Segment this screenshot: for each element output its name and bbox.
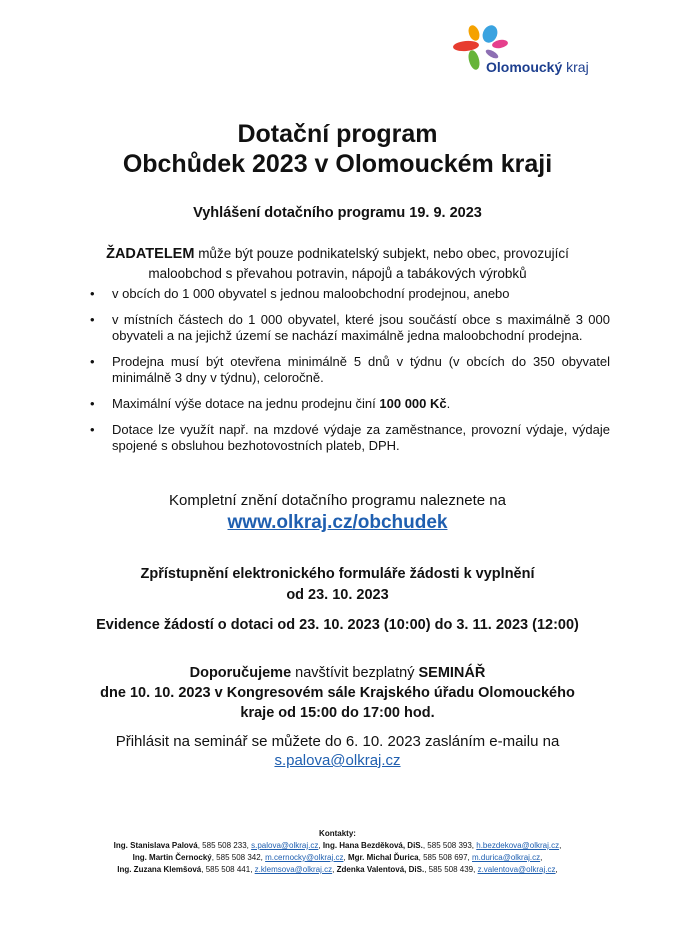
contact-email-link[interactable]: m.cernocky@olkraj.cz xyxy=(265,853,344,862)
title-line-2: Obchůdek 2023 v Olomouckém kraji xyxy=(122,150,553,178)
list-item: • Prodejna musí být otevřena minimálně 5 dnů v týdnu (v obcích do 350 obyvatel minimálně 3 dny v týdnu), celoročně. xyxy=(90,354,610,386)
logo-wordmark: Olomoucký kraj xyxy=(486,59,589,75)
list-item: • v místních částech do 1 000 obyvatel, které jsou součástí obce s maximálně 3 000 obyvateli a na jejichž území se nachází maximálně jedna maloobchodní prodejna. xyxy=(90,312,610,344)
contacts-heading: Kontakty: xyxy=(319,829,356,838)
title-line-1: Dotační program xyxy=(237,120,438,148)
contacts xyxy=(0,828,675,876)
applicant-text: ŽADATELEM může být pouze podnikatelský subjekt, nebo obec, provozující maloobchod s převahou potravin, nápojů a tabákových výrobků xyxy=(106,246,569,281)
seminar-details-line-2: kraje od 15:00 do 17:00 hod. xyxy=(240,705,435,721)
seminar-recommendation: Doporučujeme navštívit bezplatný SEMINÁŘ xyxy=(189,665,486,681)
form-availability-line-1: Zpřístupnění elektronického formuláře žádosti k vyplnění xyxy=(140,566,535,582)
announcement: Vyhlášení dotačního programu 19. 9. 2023 xyxy=(193,205,482,221)
list-item: • Dotace lze využít např. na mzdové výdaje za zaměstnance, provozní výdaje, výdaje spojené s obsluhou bezhotovostních plateb, DPH. xyxy=(90,422,610,454)
contacts-row-2: Ing. Martin Černocký, 585 508 342, m.cernocky@olkraj.cz, Mgr. Michal Ďurica, 585 508 697, m.durica@olkraj.cz, xyxy=(132,853,543,862)
contacts-row-1: Ing. Stanislava Palová, 585 508 233, s.palova@olkraj.cz, Ing. Hana Bezděková, DiS., 585 508 393, h.bezdekova@olkraj.cz, xyxy=(113,841,562,850)
program-link[interactable]: www.olkraj.cz/obchudek xyxy=(227,512,448,533)
olomoucky-kraj-logo xyxy=(452,22,622,82)
evidence-period: Evidence žádostí o dotaci od 23. 10. 2023 (10:00) do 3. 11. 2023 (12:00) xyxy=(96,617,579,633)
registration-email-line xyxy=(0,752,675,769)
contact-email-link[interactable]: z.valentova@olkraj.cz xyxy=(477,865,556,874)
list-item: • Maximální výše dotace na jednu prodejnu činí 100 000 Kč. xyxy=(90,396,610,412)
full-text-label: Kompletní znění dotačního programu naleznete na xyxy=(169,492,506,509)
contact-email-link[interactable]: z.klemsova@olkraj.cz xyxy=(254,865,333,874)
registration-email-link[interactable]: s.palova@olkraj.cz xyxy=(274,752,401,769)
contact-email-link[interactable]: s.palova@olkraj.cz xyxy=(251,841,319,850)
contact-email-link[interactable]: h.bezdekova@olkraj.cz xyxy=(476,841,560,850)
form-availability-line-2: od 23. 10. 2023 xyxy=(286,587,389,603)
list-item: • v obcích do 1 000 obyvatel s jednou maloobchodní prodejnou, anebo xyxy=(90,286,610,302)
contacts-row-3: Ing. Zuzana Klemšová, 585 508 441, z.klemsova@olkraj.cz, Zdenka Valentová, DiS., 585 508 439, z.valentova@olkraj.cz, xyxy=(117,865,558,874)
registration-text: Přihlásit na seminář se můžete do 6. 10. 2023 zasláním e-mailu na xyxy=(115,733,560,750)
seminar-details-line-1: dne 10. 10. 2023 v Kongresovém sále Krajského úřadu Olomouckého xyxy=(100,685,575,701)
conditions-list xyxy=(90,286,610,464)
max-subsidy-amount: 100 000 Kč xyxy=(379,396,447,411)
applicant-lead: ŽADATELEM xyxy=(106,246,195,262)
full-text-link-line xyxy=(0,512,675,534)
contact-email-link[interactable]: m.durica@olkraj.cz xyxy=(472,853,541,862)
